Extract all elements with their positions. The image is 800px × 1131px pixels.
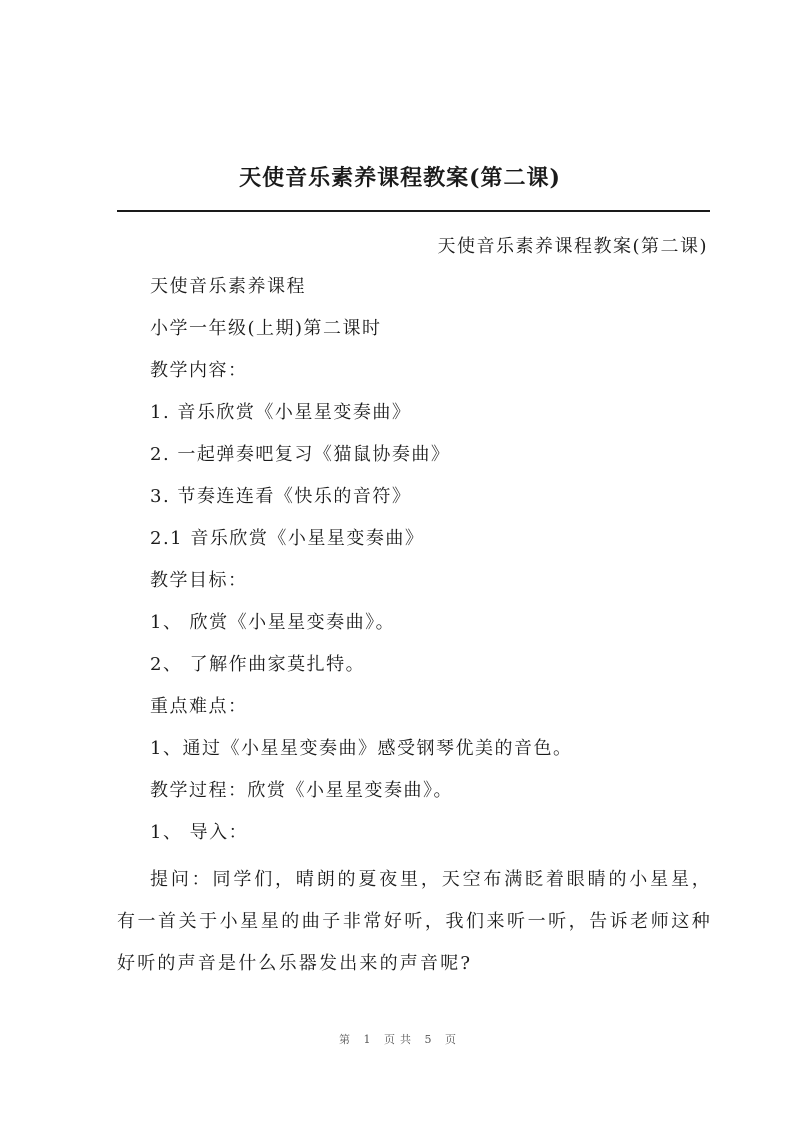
body-line: 教学内容： [150, 360, 248, 381]
body-line: 2、 了解作曲家莫扎特。 [150, 654, 366, 675]
body-line: 2. 一起弹奏吧复习《猫鼠协奏曲》 [150, 444, 451, 465]
body-line: 教学过程：欣赏《小星星变奏曲》。 [150, 780, 453, 801]
body-lines [150, 272, 710, 860]
body-line: 1. 音乐欣赏《小星星变奏曲》 [150, 402, 412, 423]
body-line: 小学一年级(上期)第二课时 [150, 318, 382, 339]
right-aligned-heading: 天使音乐素养课程教案(第二课) [437, 236, 708, 257]
body-line: 1、 导入： [150, 822, 249, 843]
body-line: 教学目标： [150, 570, 248, 591]
body-paragraph: 提问：同学们，晴朗的夏夜里，天空布满眨着眼睛的小星星，有一首关于小星星的曲子非常好听，我们来听一听，告诉老师这种好听的声音是什么乐器发出来的声音呢? [117, 869, 712, 974]
body-line: 重点难点： [150, 696, 248, 717]
body-line: 天使音乐素养课程 [150, 276, 306, 297]
body-line: 2.1 音乐欣赏《小星星变奏曲》 [150, 528, 425, 549]
page-footer: 第 1 页共 5 页 [339, 1033, 461, 1046]
body-line: 3. 节奏连连看《快乐的音符》 [150, 486, 412, 507]
body-line: 1、通过《小星星变奏曲》感受钢琴优美的音色。 [150, 738, 573, 759]
document-title: 天使音乐素养课程教案(第二课) [239, 165, 561, 191]
title-divider [117, 210, 710, 212]
body-line: 1、 欣赏《小星星变奏曲》。 [150, 612, 396, 633]
